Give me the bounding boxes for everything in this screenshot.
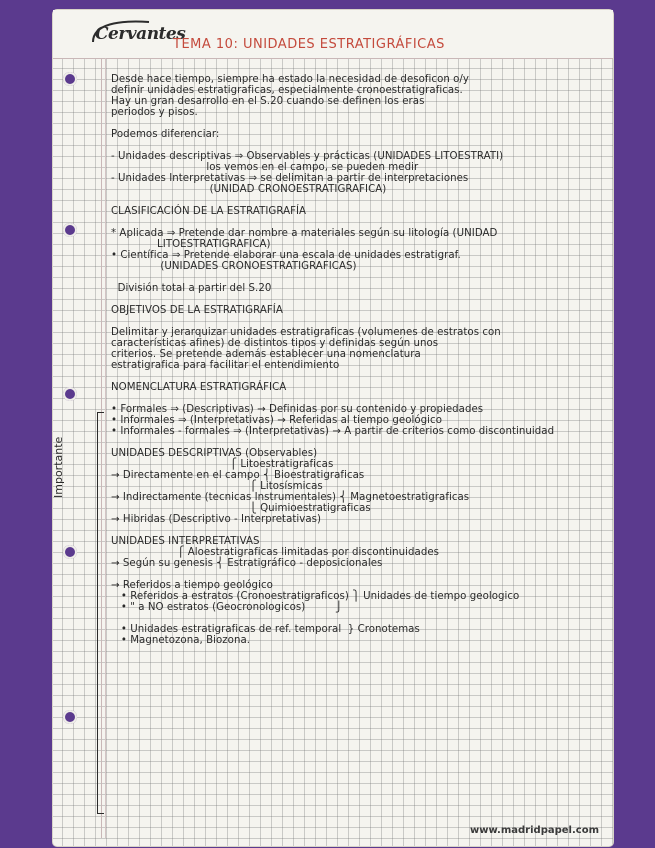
note-line: • Formales ⇒ (Descriptivas) → Definidas por su contenido y propiedades — [111, 404, 484, 415]
note-line: • Unidades estratigraficas de ref. temporal } Cronotemas — [111, 624, 420, 635]
binder-hole — [63, 72, 77, 86]
note-line — [111, 272, 603, 283]
note-line: UNIDADES DESCRIPTIVAS (Observables) — [111, 448, 318, 459]
note-line — [111, 393, 603, 404]
note-line: Delimitar y jerarquizar unidades estratigraficas (volumenes de estratos con — [111, 327, 501, 338]
binder-hole — [63, 387, 77, 401]
note-line: Desde hace tiempo, siempre ha estado la necesidad de desoficon o/y — [111, 74, 469, 85]
note-line: criterios. Se pretende además establecer una nomenclatura — [111, 349, 421, 360]
binder-hole — [63, 223, 77, 237]
note-line: → Hibridas (Descriptivo - Interpretativas) — [111, 514, 322, 525]
note-line: → Referidos a tiempo geológico — [111, 580, 273, 591]
note-line: CLASIFICACIÓN DE LA ESTRATIGRAFÍA — [111, 206, 307, 217]
note-line: OBJETIVOS DE LA ESTRATIGRAFÍA — [111, 305, 283, 316]
note-line — [111, 118, 603, 129]
note-line — [111, 569, 603, 580]
importance-bracket — [97, 412, 104, 814]
note-line — [111, 140, 603, 151]
brand-name: Cervantes — [95, 24, 186, 44]
note-line: → Directamente en el campo ⎨ Bioestratigraficas — [111, 470, 365, 481]
note-line: Hay un gran desarrollo en el S.20 cuando se definen los eras — [111, 96, 425, 107]
note-line: ⎧ Aloestratigraficas limitadas por discontinuidades — [111, 547, 440, 558]
note-line: UNIDADES INTERPRETATIVAS — [111, 536, 260, 547]
binder-hole — [63, 545, 77, 559]
note-line: → Según su genesis ⎨ Estratigráfico - deposicionales — [111, 558, 383, 569]
binder-hole — [63, 710, 77, 724]
note-line: periodos y pisos. — [111, 107, 198, 118]
note-line: características afines) de distintos tipos y definidas según unos — [111, 338, 439, 349]
note-line — [111, 525, 603, 536]
left-margin-line-2 — [105, 58, 106, 838]
note-line: • Referidos a estratos (Cronoestratigraficos) ⎫ Unidades de tiempo geologico — [111, 591, 520, 602]
note-line: definir unidades estratigraficas, especialmente cronoestratigraficas. — [111, 85, 463, 96]
note-line — [111, 613, 603, 624]
note-line — [111, 437, 603, 448]
note-line — [111, 195, 603, 206]
notebook-page — [53, 10, 613, 846]
side-note: Importante — [52, 436, 65, 498]
note-line: (UNIDAD CRONOESTRATIGRAFICA) — [111, 184, 387, 195]
note-line: (UNIDADES CRONOESTRATIGRAFICAS) — [111, 261, 357, 272]
note-line: División total a partir del S.20 — [111, 283, 272, 294]
top-margin-line — [53, 58, 613, 59]
note-line: NOMENCLATURA ESTRATIGRÁFICA — [111, 382, 287, 393]
note-line: ⎧ Litosísmicas — [111, 481, 323, 492]
note-line: * Aplicada ⇒ Pretende dar nombre a materiales según su litología (UNIDAD — [111, 228, 498, 239]
note-line: LITOESTRATIGRAFICA) — [111, 239, 271, 250]
note-line: ⎩ Quimioestratigraficas — [111, 503, 371, 514]
note-line: - Unidades Interpretativas ⇒ se delimitan a partir de interpretaciones — [111, 173, 469, 184]
note-line: - Unidades descriptivas ⇒ Observables y prácticas (UNIDADES LITOESTRATI) — [111, 151, 504, 162]
note-line: • Informales ⇒ (Interpretativas) → Referidas al tiempo geológico — [111, 415, 442, 426]
note-line: • " a NO estratos (Geocronologicos) ⎭ — [111, 602, 343, 613]
note-line — [111, 294, 603, 305]
note-line: • Magnetozona, Biozona. — [111, 635, 251, 646]
note-line — [111, 217, 603, 228]
page-title: TEMA 10: UNIDADES ESTRATIGRÁFICAS — [173, 37, 445, 52]
footer-url: www.madridpapel.com — [469, 825, 599, 836]
note-line: • Científica ⇒ Pretende elaborar una escala de unidades estratigraf. — [111, 250, 461, 261]
note-line: → Indirectamente (tecnicas Instrumentales) ⎨ Magnetoestratigraficas — [111, 492, 470, 503]
note-line — [111, 316, 603, 327]
note-line: los vemos en el campo, se pueden medir — [111, 162, 419, 173]
note-line: ⎧ Litoestratigraficas — [111, 459, 334, 470]
notes-body — [111, 74, 603, 646]
note-line: Podemos diferenciar: — [111, 129, 220, 140]
note-line: estratigrafica para facilitar el entendimiento — [111, 360, 340, 371]
note-line — [111, 371, 603, 382]
note-line: • Informales - formales ⇒ (Interpretativas) → A partir de criterios como discontinuidad — [111, 426, 555, 437]
